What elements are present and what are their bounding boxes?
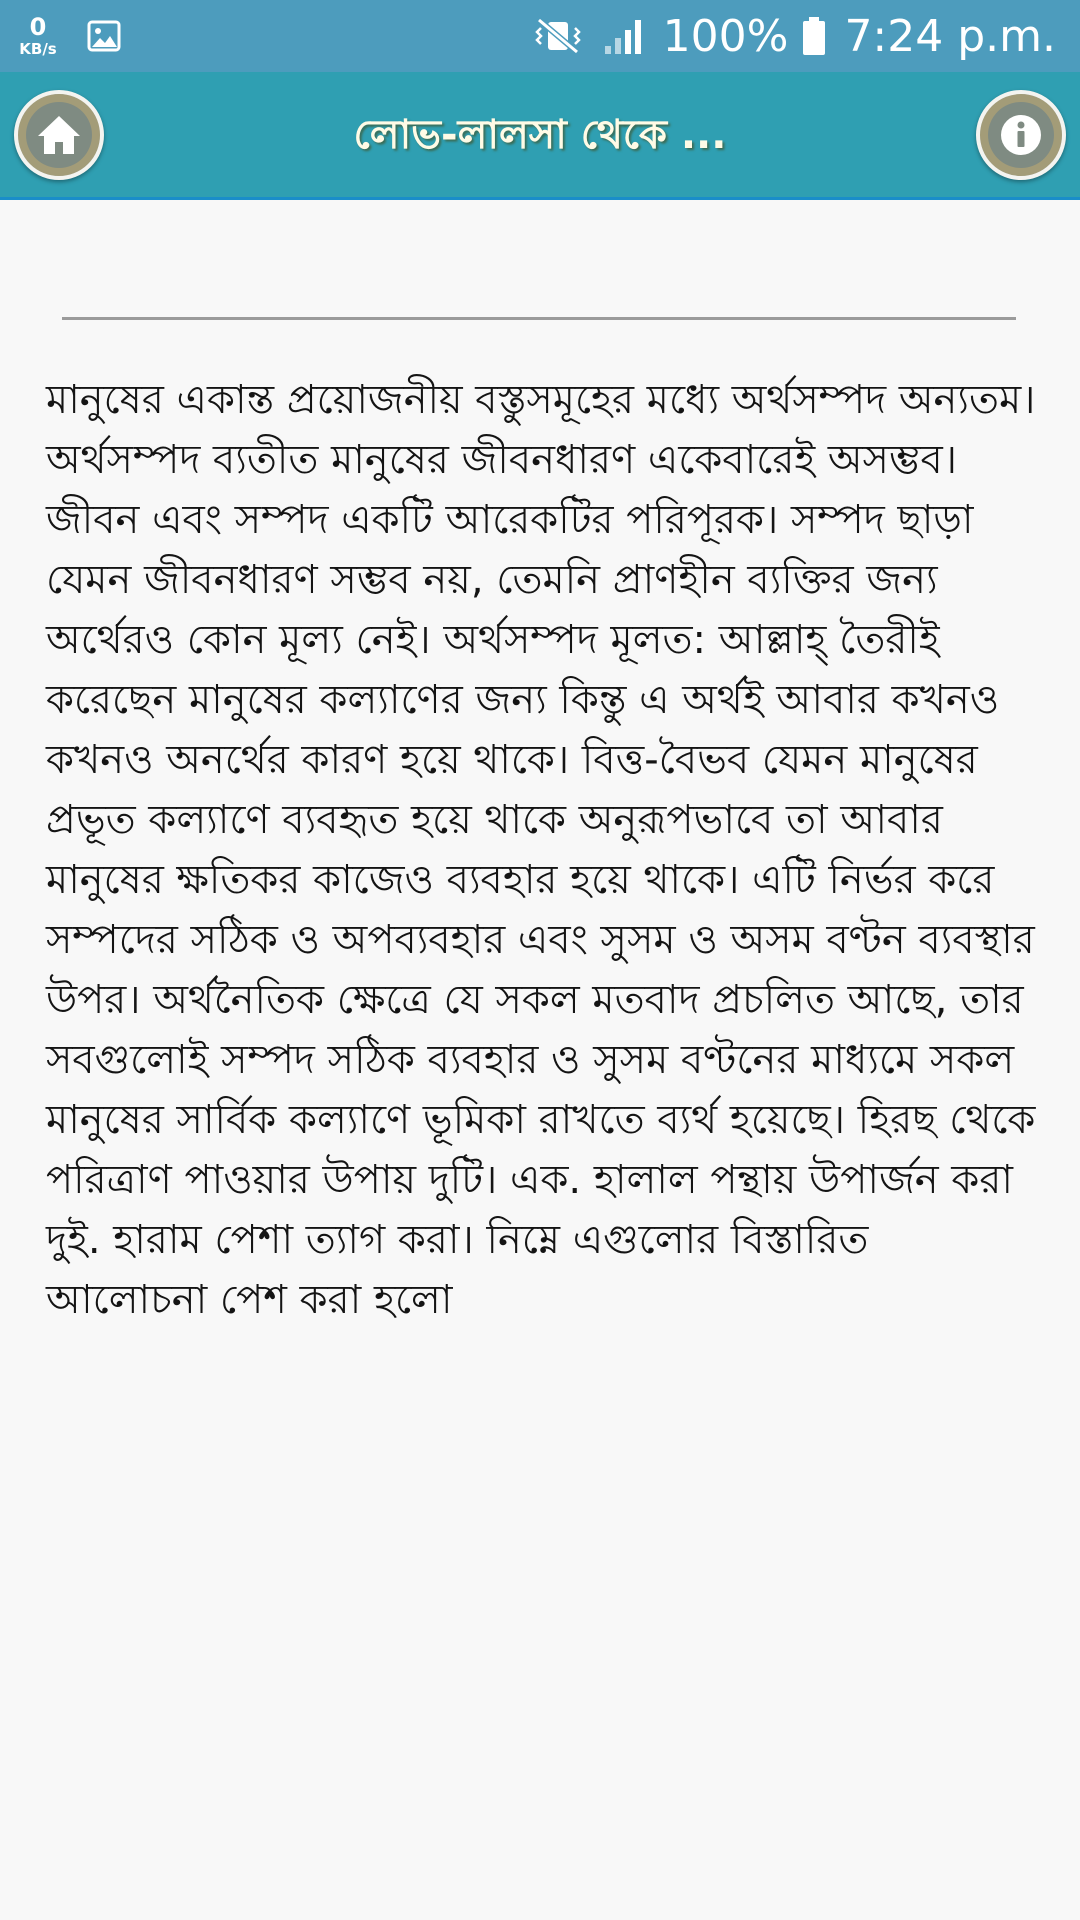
- battery-icon: [802, 16, 826, 56]
- info-button[interactable]: [976, 90, 1066, 180]
- network-speed-indicator: [14, 15, 62, 57]
- content-divider: [62, 317, 1016, 320]
- info-icon: [999, 113, 1043, 157]
- article-body: মানুষের একান্ত প্রয়োজনীয় বস্তুসমূহের মধ্যে অর্থসম্পদ অন্যতম। অর্থসম্পদ ব্যতীত মানুষের জীবনধারণ একেবারেই অসম্ভব। জীবন এবং সম্পদ একটি আরেকটির পরিপূরক। সম্পদ ছাড়া যেমন জীবনধারণ সম্ভব নয়, তেমনি প্রাণহীন ব্যক্তির জন্য অর্থেরও কোন মূল্য নেই। অর্থসম্পদ মূলত: আল্লাহ্ তৈরীই করেছেন মানুষের কল্যাণের জন্য কিন্তু এ অর্থই আবার কখনও কখনও অনর্থের কারণ হয়ে থাকে। বিত্ত-বৈভব যেমন মানুষের প্রভূত কল্যাণে ব্যবহৃত হয়ে থাকে অনুরূপভাবে তা আবার মানুষের ক্ষতিকর কাজেও ব্যবহার হয়ে থাকে। এটি নির্ভর করে সম্পদের সঠিক ও অপব্যবহার এবং সুসম ও অসম বণ্টন ব্যবস্থার উপর। অর্থনৈতিক ক্ষেত্রে যে সকল মতবাদ প্রচলিত আছে, তার সবগুলোই সম্পদ সঠিক ব্যবহার ও সুসম বণ্টনের মাধ্যমে সকল মানুষের সার্বিক কল্যাণে ভূমিকা রাখতে ব্যর্থ হয়েছে। হিরছ থেকে পরিত্রাণ পাওয়ার উপায় দুটি। এক. হালাল পন্থায় উপার্জন করা দুই. হারাম পেশা ত্যাগ করা। নিম্নে এগুলোর বিস্তারিত আলোচনা পেশ করা হলো: [46, 377, 1036, 1323]
- network-speed-value: 0: [29, 13, 47, 41]
- status-bar: [0, 0, 1080, 72]
- page-title: লোভ-লালসা থেকে ...: [353, 111, 727, 158]
- home-button[interactable]: [14, 90, 104, 180]
- clock: 7:24 p.m.: [844, 10, 1056, 62]
- mute-vibrate-icon: [531, 16, 585, 56]
- home-icon: [36, 114, 82, 156]
- signal-icon: [603, 16, 649, 56]
- status-left: [14, 10, 122, 62]
- app-bar: [0, 72, 1080, 200]
- network-speed-unit: KB/s: [19, 40, 57, 58]
- battery-percentage: 100%: [662, 10, 789, 62]
- status-right: [531, 0, 1056, 72]
- gallery-icon: [86, 18, 122, 54]
